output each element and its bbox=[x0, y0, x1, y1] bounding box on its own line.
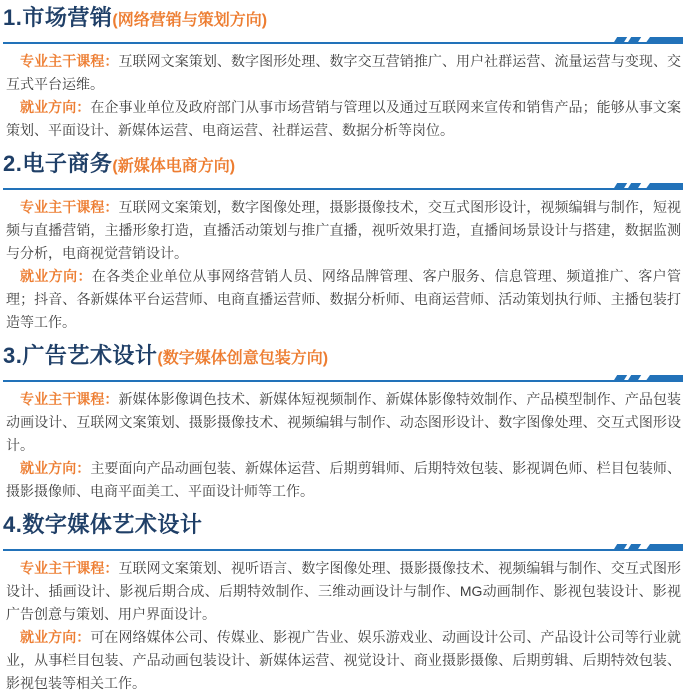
employment-label: 就业方向： bbox=[20, 460, 91, 476]
employment-paragraph bbox=[3, 457, 683, 503]
divider-bar-icon bbox=[645, 544, 683, 551]
courses-paragraph bbox=[3, 196, 683, 265]
section-divider bbox=[3, 375, 683, 382]
courses-label: 专业主干课程： bbox=[20, 560, 119, 576]
courses-paragraph bbox=[3, 388, 683, 457]
section-body bbox=[3, 388, 683, 503]
section-title: 1.市场营销 bbox=[3, 5, 113, 30]
section-header bbox=[3, 150, 683, 181]
section-header bbox=[3, 4, 683, 35]
section-advertising-art bbox=[3, 342, 683, 503]
section-subtitle: (网络营销与策划方向) bbox=[112, 12, 268, 29]
section-subtitle: (新媒体电商方向) bbox=[112, 158, 236, 175]
section-title: 3.广告艺术设计 bbox=[3, 343, 158, 368]
section-body bbox=[3, 557, 683, 695]
employment-paragraph bbox=[3, 96, 683, 142]
section-title: 4.数字媒体艺术设计 bbox=[3, 512, 203, 537]
courses-paragraph bbox=[3, 557, 683, 626]
divider-line bbox=[3, 380, 653, 382]
divider-line bbox=[3, 188, 653, 190]
section-body bbox=[3, 50, 683, 142]
section-divider bbox=[3, 183, 683, 190]
courses-text: 互联网文案策划，数字图像处理，摄影摄像技术，交互式图形设计，视频编辑与制作，短视频与直播营销，主播形象打造，直播活动策划与推广直播，视听效果打造，直播间场景设计与搭建，数据监测与分析，电商视觉营销设计。 bbox=[6, 199, 682, 261]
employment-text: 可在网络媒体公司、传媒业、影视广告业、娱乐游戏业、动画设计公司、产品设计公司等行业就业，从事栏目包装、产品动画包装设计、新媒体运营、视觉设计、商业摄影摄像、后期剪辑、后期特效包装、影视包装等相关工作。 bbox=[6, 629, 681, 691]
courses-text: 互联网文案策划、数字图形处理、数字交互营销推广、用户社群运营、流量运营与变现、交互式平台运维。 bbox=[6, 53, 682, 92]
section-header bbox=[3, 342, 683, 373]
section-digital-media-art bbox=[3, 511, 683, 695]
divider-bar-icon bbox=[645, 37, 683, 44]
divider-line bbox=[3, 42, 653, 44]
employment-text: 在企事业单位及政府部门从事市场营销与管理以及通过互联网来宣传和销售产品；能够从事文案策划、平面设计、新媒体运营、电商运营、社群运营、数据分析等岗位。 bbox=[6, 99, 681, 138]
divider-bar-icon bbox=[645, 375, 683, 382]
section-title: 2.电子商务 bbox=[3, 151, 113, 176]
employment-text: 主要面向产品动画包装、新媒体运营、后期剪辑师、后期特效包装、影视调色师、栏目包装师、摄影摄像师、电商平面美工、平面设计师等工作。 bbox=[6, 460, 681, 499]
employment-paragraph bbox=[3, 626, 683, 695]
employment-label: 就业方向： bbox=[20, 629, 91, 645]
courses-label: 专业主干课程： bbox=[20, 199, 119, 215]
courses-label: 专业主干课程： bbox=[20, 391, 119, 407]
courses-text: 新媒体影像调色技术、新媒体短视频制作、新媒体影像特效制作、产品模型制作、产品包装动画设计、互联网文案策划、摄影摄像技术、视频编辑与制作、动态图形设计、数字图像处理、交互式图形设计。 bbox=[6, 391, 682, 453]
courses-paragraph bbox=[3, 50, 683, 96]
employment-label: 就业方向： bbox=[20, 268, 92, 284]
section-subtitle: (数字媒体创意包装方向) bbox=[157, 350, 329, 367]
courses-text: 互联网文案策划、视听语言、数字图像处理、摄影摄像技术、视频编辑与制作、交互式图形设计、插画设计、影视后期合成、后期特效制作、三维动画设计与制作、MG动画制作、影视包装设计、影视广告创意与策划、用户界面设计。 bbox=[6, 560, 682, 622]
courses-label: 专业主干课程： bbox=[20, 53, 119, 69]
employment-text: 在各类企业单位从事网络营销人员、网络品牌管理、客户服务、信息管理、频道推广、客户管理；抖音、各新媒体平台运营师、电商直播运营师、数据分析师、电商运营师、活动策划执行师、主播包装打造等工作。 bbox=[6, 268, 681, 330]
section-marketing bbox=[3, 4, 683, 142]
section-divider bbox=[3, 544, 683, 551]
divider-bar-icon bbox=[645, 183, 683, 190]
employment-paragraph bbox=[3, 265, 683, 334]
section-header bbox=[3, 511, 683, 542]
section-ecommerce bbox=[3, 150, 683, 334]
divider-line bbox=[3, 549, 653, 551]
section-divider bbox=[3, 37, 683, 44]
employment-label: 就业方向： bbox=[20, 99, 91, 115]
section-body bbox=[3, 196, 683, 334]
